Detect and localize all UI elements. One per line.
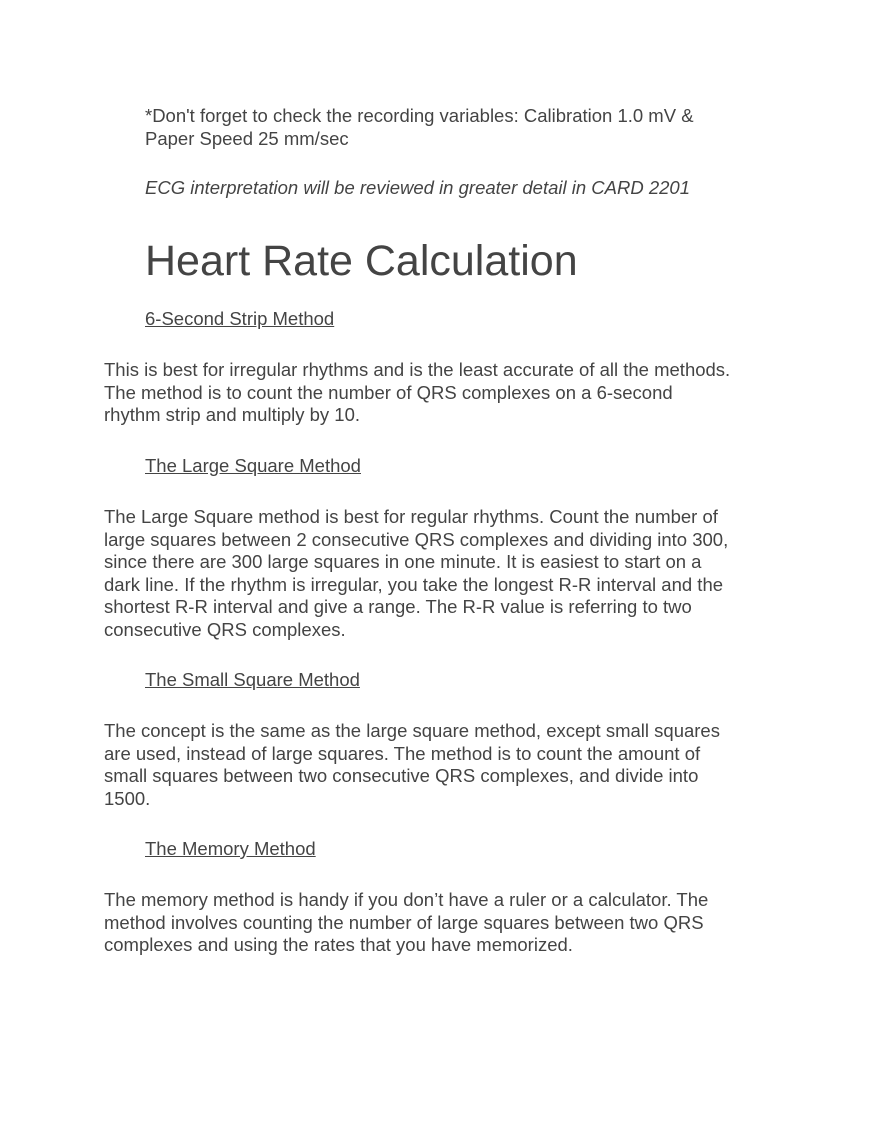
recording-variables-note: *Don't forget to check the recording variables: Calibration 1.0 mV & Paper Speed 25 mm/sec xyxy=(145,105,694,149)
ecg-interpretation-note: ECG interpretation will be reviewed in greater detail in CARD 2201 xyxy=(145,177,690,198)
section-heading-large-square: The Large Square Method xyxy=(145,455,361,476)
section-heading-6-second: 6-Second Strip Method xyxy=(145,308,335,329)
section-heading-small-square: The Small Square Method xyxy=(145,669,360,690)
section-body-memory: The memory method is handy if you don’t have a ruler or a calculator. The method involves counting the number of large squares between two QRS complexes and using the rates that you have memorized. xyxy=(104,889,709,955)
section-body-6-second: This is best for irregular rhythms and is the least accurate of all the methods. The method is to count the number of QRS complexes on a 6-second rhythm strip and multiply by 10. xyxy=(104,359,731,425)
section-body-large-square: The Large Square method is best for regular rhythms. Count the number of large squares between 2 consecutive QRS complexes and dividing into 300, since there are 300 large squares in one minute. It is easiest to start on a dark line. If the rhythm is irregular, you take the longest R-R interval and the shortest R-R interval and give a range. The R-R value is referring to two consecutive QRS complexes. xyxy=(104,506,729,640)
section-body-small-square: The concept is the same as the large square method, except small squares are used, instead of large squares. The method is to count the amount of small squares between two consecutive QRS complexes, and divide into 1500. xyxy=(104,720,720,809)
section-heading-memory: The Memory Method xyxy=(145,838,316,859)
page-title: Heart Rate Calculation xyxy=(145,237,578,285)
